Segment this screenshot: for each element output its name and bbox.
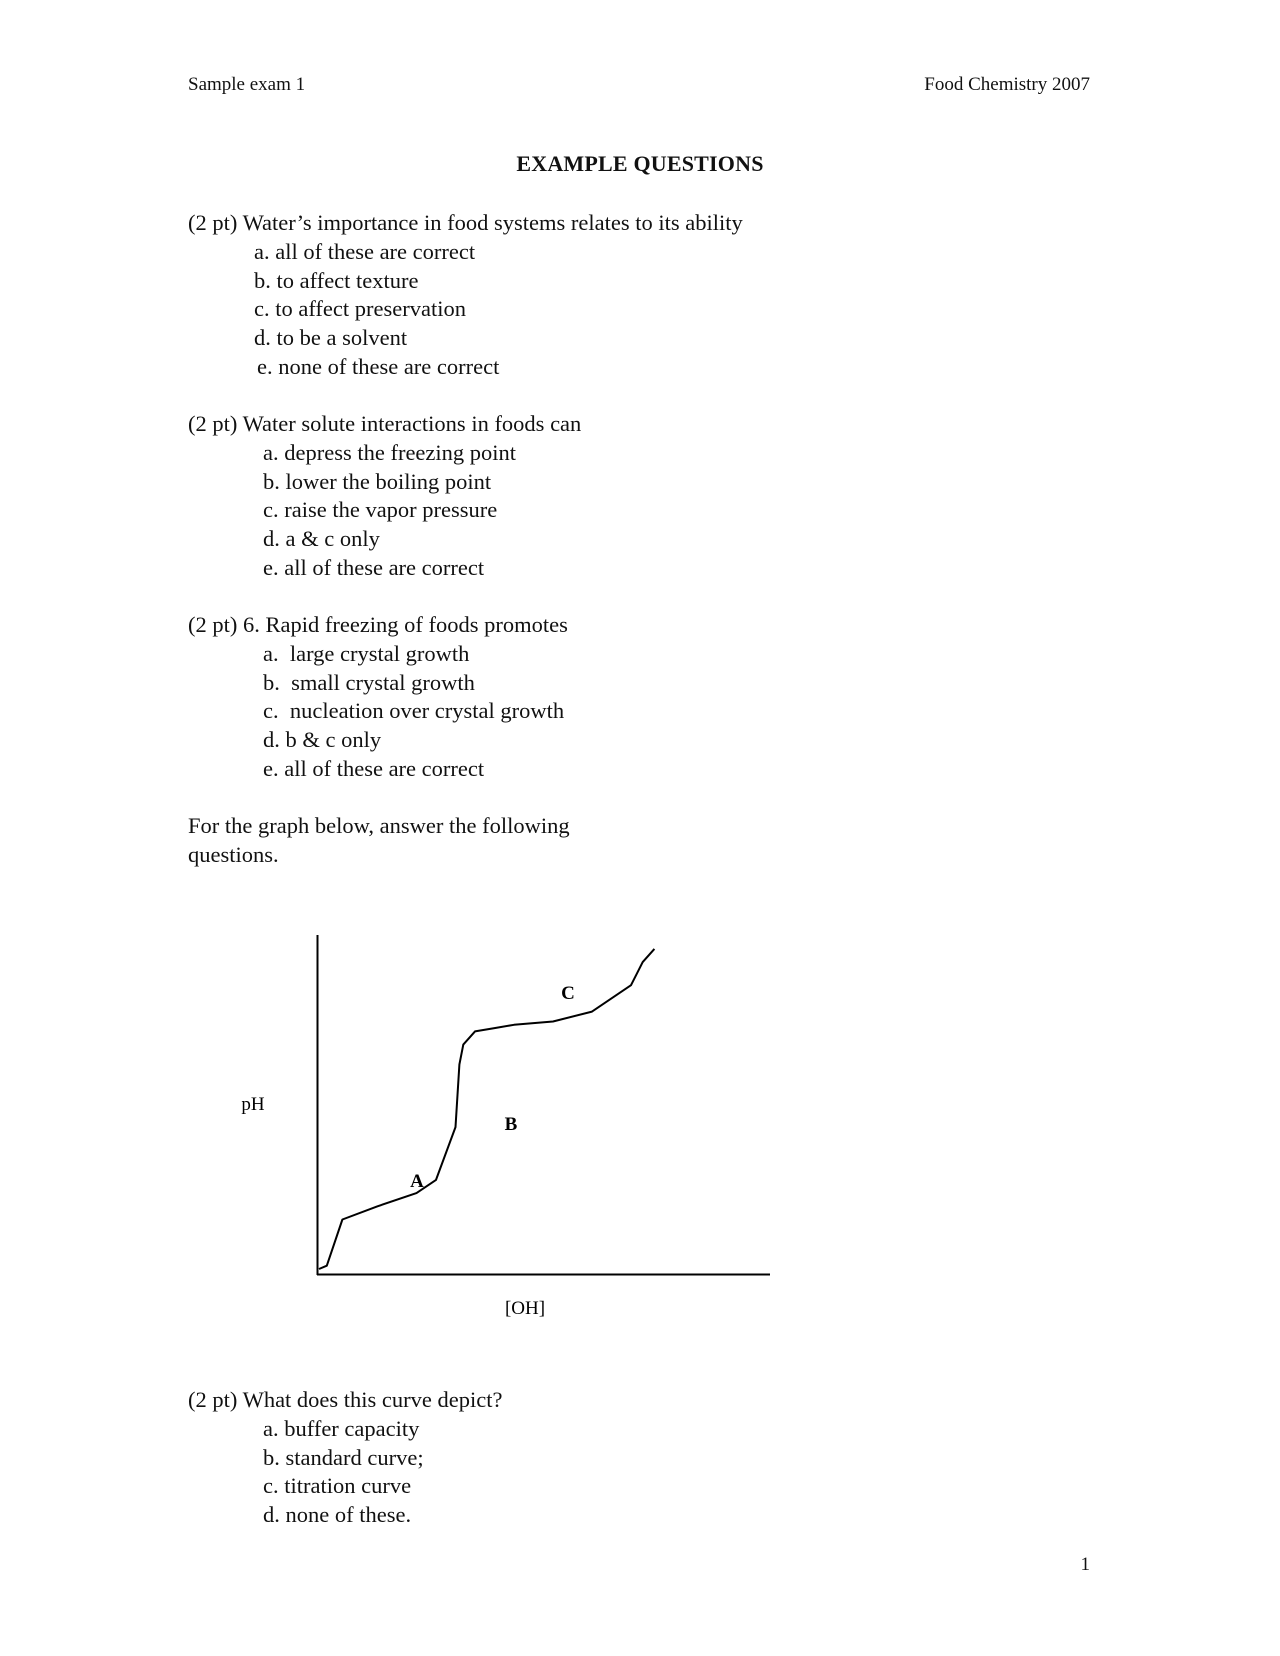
curve-label-b: B <box>504 1114 518 1135</box>
header-right: Food Chemistry 2007 <box>924 74 1090 95</box>
option-a: a. buffer capacity <box>263 1415 420 1441</box>
option-c: c. to affect preservation <box>254 296 466 322</box>
option-c: c. raise the vapor pressure <box>263 497 498 523</box>
option-a: a. all of these are correct <box>254 238 476 264</box>
graph-intro: For the graph below, answer the following questions. <box>188 813 570 867</box>
option-d: d. none of these. <box>263 1502 412 1528</box>
question-stem: (2 pt) Water solute interactions in foods can <box>188 411 582 436</box>
curve-label-a: A <box>410 1171 424 1192</box>
option-e: e. all of these are correct <box>263 554 485 580</box>
question-4 <box>188 1386 502 1530</box>
option-d: d. b & c only <box>263 727 382 753</box>
titration-curve <box>319 949 654 1269</box>
question-stem: (2 pt) What does this curve depict? <box>188 1387 503 1412</box>
header-left: Sample exam 1 <box>188 74 306 95</box>
option-e: e. all of these are correct <box>263 755 485 781</box>
option-d: d. a & c only <box>263 526 380 552</box>
option-d: d. to be a solvent <box>254 325 408 351</box>
option-e: e. none of these are correct <box>257 353 500 379</box>
y-axis-label: pH <box>241 1094 265 1115</box>
page-title: EXAMPLE QUESTIONS <box>516 151 764 176</box>
option-b: b. small crystal growth <box>263 669 475 695</box>
option-c: c. nucleation over crystal growth <box>263 698 565 724</box>
option-c: c. titration curve <box>263 1473 412 1499</box>
question-stem: (2 pt) 6. Rapid freezing of foods promotes <box>188 612 568 637</box>
option-b: b. to affect texture <box>254 267 419 293</box>
option-a: a. depress the freezing point <box>263 439 517 465</box>
question-stem: (2 pt) Water’s importance in food systems relates to its ability <box>188 210 743 235</box>
option-b: b. lower the boiling point <box>263 468 492 494</box>
page-number: 1 <box>1080 1554 1090 1575</box>
option-b: b. standard curve; <box>263 1444 424 1470</box>
x-axis-label: [OH] <box>504 1298 546 1319</box>
curve-label-c: C <box>561 983 575 1004</box>
option-a: a. large crystal growth <box>263 640 470 666</box>
